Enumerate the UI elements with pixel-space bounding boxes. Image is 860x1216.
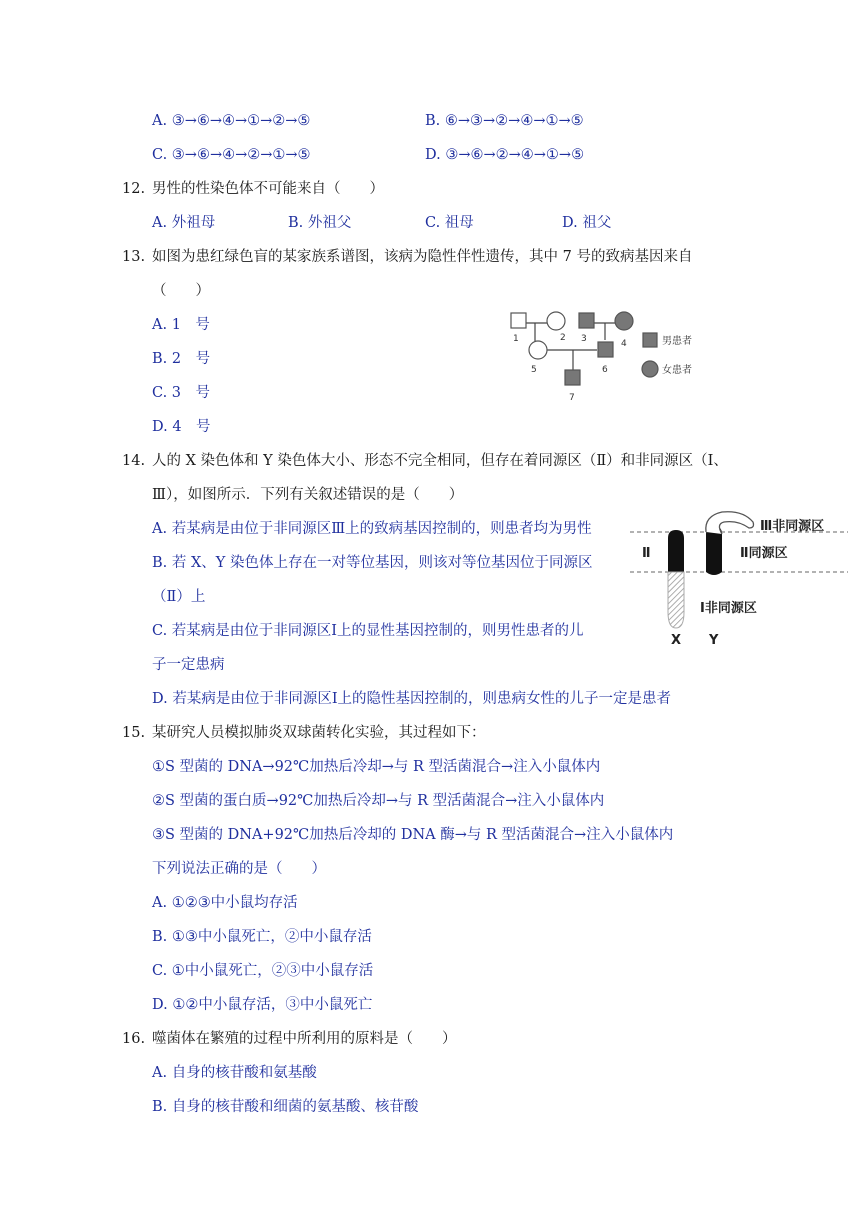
q16-stem-text: 噬菌体在繁殖的过程中所利用的原料是（ ） [152,1031,457,1047]
legend-female-patient-icon [642,361,658,377]
pedigree-label-2: 2 [560,333,566,343]
q11-option-b: B. ⑥→③→②→④→①→⑤ [425,113,584,129]
q12-stem [122,179,384,199]
label-region-i: Ⅰ非同源区 [700,601,757,616]
q15-stem [122,723,486,743]
q13-number: 13. [122,249,146,265]
q13-stem [122,247,692,267]
q16-option-b: B. 自身的核苷酸和细菌的氨基酸、核苷酸 [152,1099,419,1115]
pedigree-label-6: 6 [602,365,608,375]
label-x: X [671,633,682,648]
q14-option-b: B. 若 X、Y 染色体上存在一对等位基因，则该对等位基因位于同源区 [152,555,593,571]
q14-option-c-cont: 子一定患病 [152,657,225,673]
q14-option-b-cont: （Ⅱ）上 [152,589,206,605]
q12-option-b: B. 外祖父 [288,215,352,231]
q15-step-2: ②S 型菌的蛋白质→92℃加热后冷却→与 R 型活菌混合→注入小鼠体内 [152,793,605,809]
label-region-ii-right: Ⅱ同源区 [740,546,788,561]
q11-option-d: D. ③→⑥→②→④→①→⑤ [425,147,585,163]
q15-step-3: ③S 型菌的 DNA+92℃加热后冷却的 DNA 酶→与 R 型活菌混合→注入小鼠体内 [152,827,674,843]
q14-stem-text: 人的 X 染色体和 Y 染色体大小、形态不完全相同，但存在着同源区（Ⅱ）和非同源区（Ⅰ、 [152,453,728,469]
q14-stem-cont: Ⅲ），如图所示．下列有关叙述错误的是（ ） [152,487,464,503]
q15-option-c: C. ①中小鼠死亡，②③中小鼠存活 [152,963,374,979]
pedigree-label-5: 5 [531,365,537,375]
pedigree-individual-4 [615,312,633,330]
legend-female-patient: 女患者 [662,365,692,376]
pedigree-figure [500,305,710,410]
q15-stem-text: 某研究人员模拟肺炎双球菌转化实验，其过程如下： [152,725,486,741]
q16-option-a: A. 自身的核苷酸和氨基酸 [152,1065,317,1081]
pedigree-individual-2 [547,312,565,330]
q13-option-c: C. 3 号 [152,385,211,401]
q13-option-b: B. 2 号 [152,351,211,367]
q13-option-a: A. 1 号 [152,317,210,333]
q11-option-a: A. ③→⑥→④→①→②→⑤ [152,113,311,129]
q13-stem-text: 如图为患红绿色盲的某家族系谱图，该病为隐性伴性遗传，其中 7 号的致病基因来自 [152,249,693,265]
q16-stem [122,1029,457,1049]
xy-chromosome-figure [628,502,850,652]
label-region-iii: Ⅲ非同源区 [760,519,825,534]
pedigree-label-4: 4 [621,339,627,349]
q12-option-c: C. 祖母 [425,215,474,231]
q15-ask: 下列说法正确的是（ ） [152,861,326,877]
q12-stem-text: 男性的性染色体不可能来自（ ） [152,181,384,197]
q15-step-1: ①S 型菌的 DNA→92℃加热后冷却→与 R 型活菌混合→注入小鼠体内 [152,759,601,775]
q11-option-c: C. ③→⑥→④→②→①→⑤ [152,147,311,163]
pedigree-label-1: 1 [513,334,519,344]
q16-number: 16. [122,1031,146,1047]
q14-option-d: D. 若某病是由位于非同源区Ⅰ上的隐性基因控制的，则患病女性的儿子一定是患者 [152,691,672,707]
q15-number: 15. [122,725,146,741]
q12-option-a: A. 外祖母 [152,215,216,231]
x-chromosome [668,530,684,572]
pedigree-individual-6 [598,342,613,357]
q14-option-a: A. 若某病是由位于非同源区Ⅲ上的致病基因控制的，则患者均为男性 [152,521,592,537]
legend-male-patient: 男患者 [662,336,692,347]
q13-stem-cont: （ ） [152,283,210,299]
label-region-ii-left: Ⅱ [642,546,651,561]
q15-option-a: A. ①②③中小鼠均存活 [152,895,298,911]
q13-option-d: D. 4 号 [152,419,211,435]
q12-option-d: D. 祖父 [562,215,612,231]
pedigree-individual-3 [579,313,594,328]
pedigree-label-3: 3 [581,334,587,344]
q14-option-c: C. 若某病是由位于非同源区Ⅰ上的显性基因控制的，则男性患者的儿 [152,623,584,639]
q14-stem [122,451,728,471]
legend-male-patient-icon [643,333,657,347]
pedigree-label-7: 7 [569,393,575,403]
pedigree-individual-1 [511,313,526,328]
q15-option-d: D. ①②中小鼠存活，③中小鼠死亡 [152,997,373,1013]
q15-option-b: B. ①③中小鼠死亡，②中小鼠存活 [152,929,372,945]
pedigree-individual-5 [529,341,547,359]
q14-number: 14. [122,453,146,469]
pedigree-individual-7 [565,370,580,385]
label-y: Y [709,633,719,648]
q12-number: 12. [122,181,146,197]
